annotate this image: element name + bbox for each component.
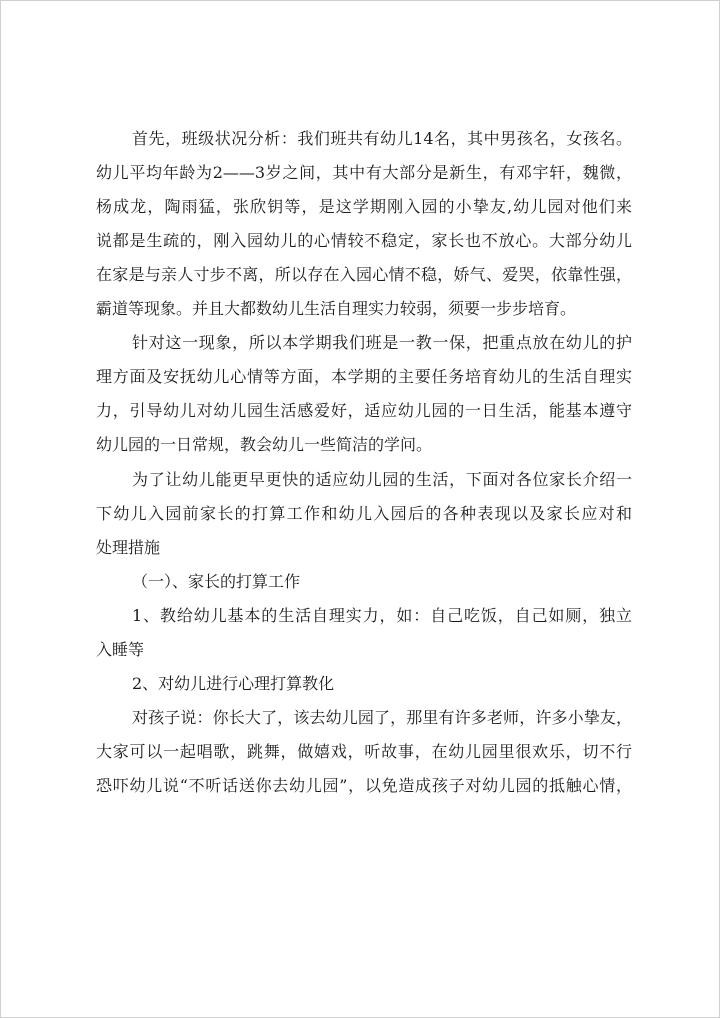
paragraph-7-line-3: 恐吓幼儿说“不听话送你去幼儿园”，以免造成孩子对幼儿园的抵触心情，	[96, 776, 632, 795]
paragraph-1-line-1: 首先，班级状况分析：我们班共有幼儿14名，其中男孩名，女孩名。	[132, 129, 632, 148]
paragraph-1-line-2: 幼儿平均年龄为2——3岁之间，其中有大部分是新生，有邓宇轩，魏微，	[96, 163, 632, 182]
paragraph-1-line-3: 杨成龙，陶雨猛，张欣钥等，是这学期刚入园的小挚友,幼儿园对他们来	[96, 197, 632, 216]
item-1-line-2: 入睡等	[96, 640, 145, 659]
paragraph-1-line-6: 霸道等现象。并且大都数幼儿生活自理实力较弱，须要一步步培育。	[96, 299, 577, 318]
item-2-line-1: 2、对幼儿进行心理打算教化	[132, 674, 335, 693]
paragraph-2-line-1: 针对这一现象，所以本学期我们班是一教一保，把重点放在幼儿的护	[132, 333, 632, 352]
paragraph-3-line-3: 处理措施	[96, 538, 161, 557]
paragraph-2-line-2: 理方面及安抚幼儿心情等方面，本学期的主要任务培育幼儿的生活自理实	[96, 367, 632, 386]
item-1-line-1: 1、教给幼儿基本的生活自理实力，如：自己吃饭，自己如厕，独立	[132, 606, 632, 625]
paragraph-3-line-1: 为了让幼儿能更早更快的适应幼儿园的生活，下面对各位家长介绍一	[132, 470, 632, 489]
section-heading: （一）、家长的打算工作	[132, 572, 301, 591]
paragraph-1-line-4: 说都是生疏的，刚入园幼儿的心情较不稳定，家长也不放心。大部分幼儿	[96, 231, 632, 250]
paragraph-3-line-2: 下幼儿入园前家长的打算工作和幼儿入园后的各种表现以及家长应对和	[96, 504, 632, 523]
paragraph-2-line-4: 幼儿园的一日常规，教会幼儿一些简洁的学问。	[96, 435, 433, 454]
paragraph-7-line-2: 大家可以一起唱歌，跳舞，做嬉戏，听故事，在幼儿园里很欢乐，切不行	[96, 742, 632, 761]
paragraph-2-line-3: 力，引导幼儿对幼儿园生活感爱好，适应幼儿园的一日生活，能基本遵守	[96, 401, 632, 420]
paragraph-7-line-1: 对孩子说：你长大了，该去幼儿园了，那里有许多老师，许多小挚友，	[132, 708, 632, 727]
paragraph-1-line-5: 在家是与亲人寸步不离，所以存在入园心情不稳，娇气、爱哭，依靠性强，	[96, 265, 632, 284]
